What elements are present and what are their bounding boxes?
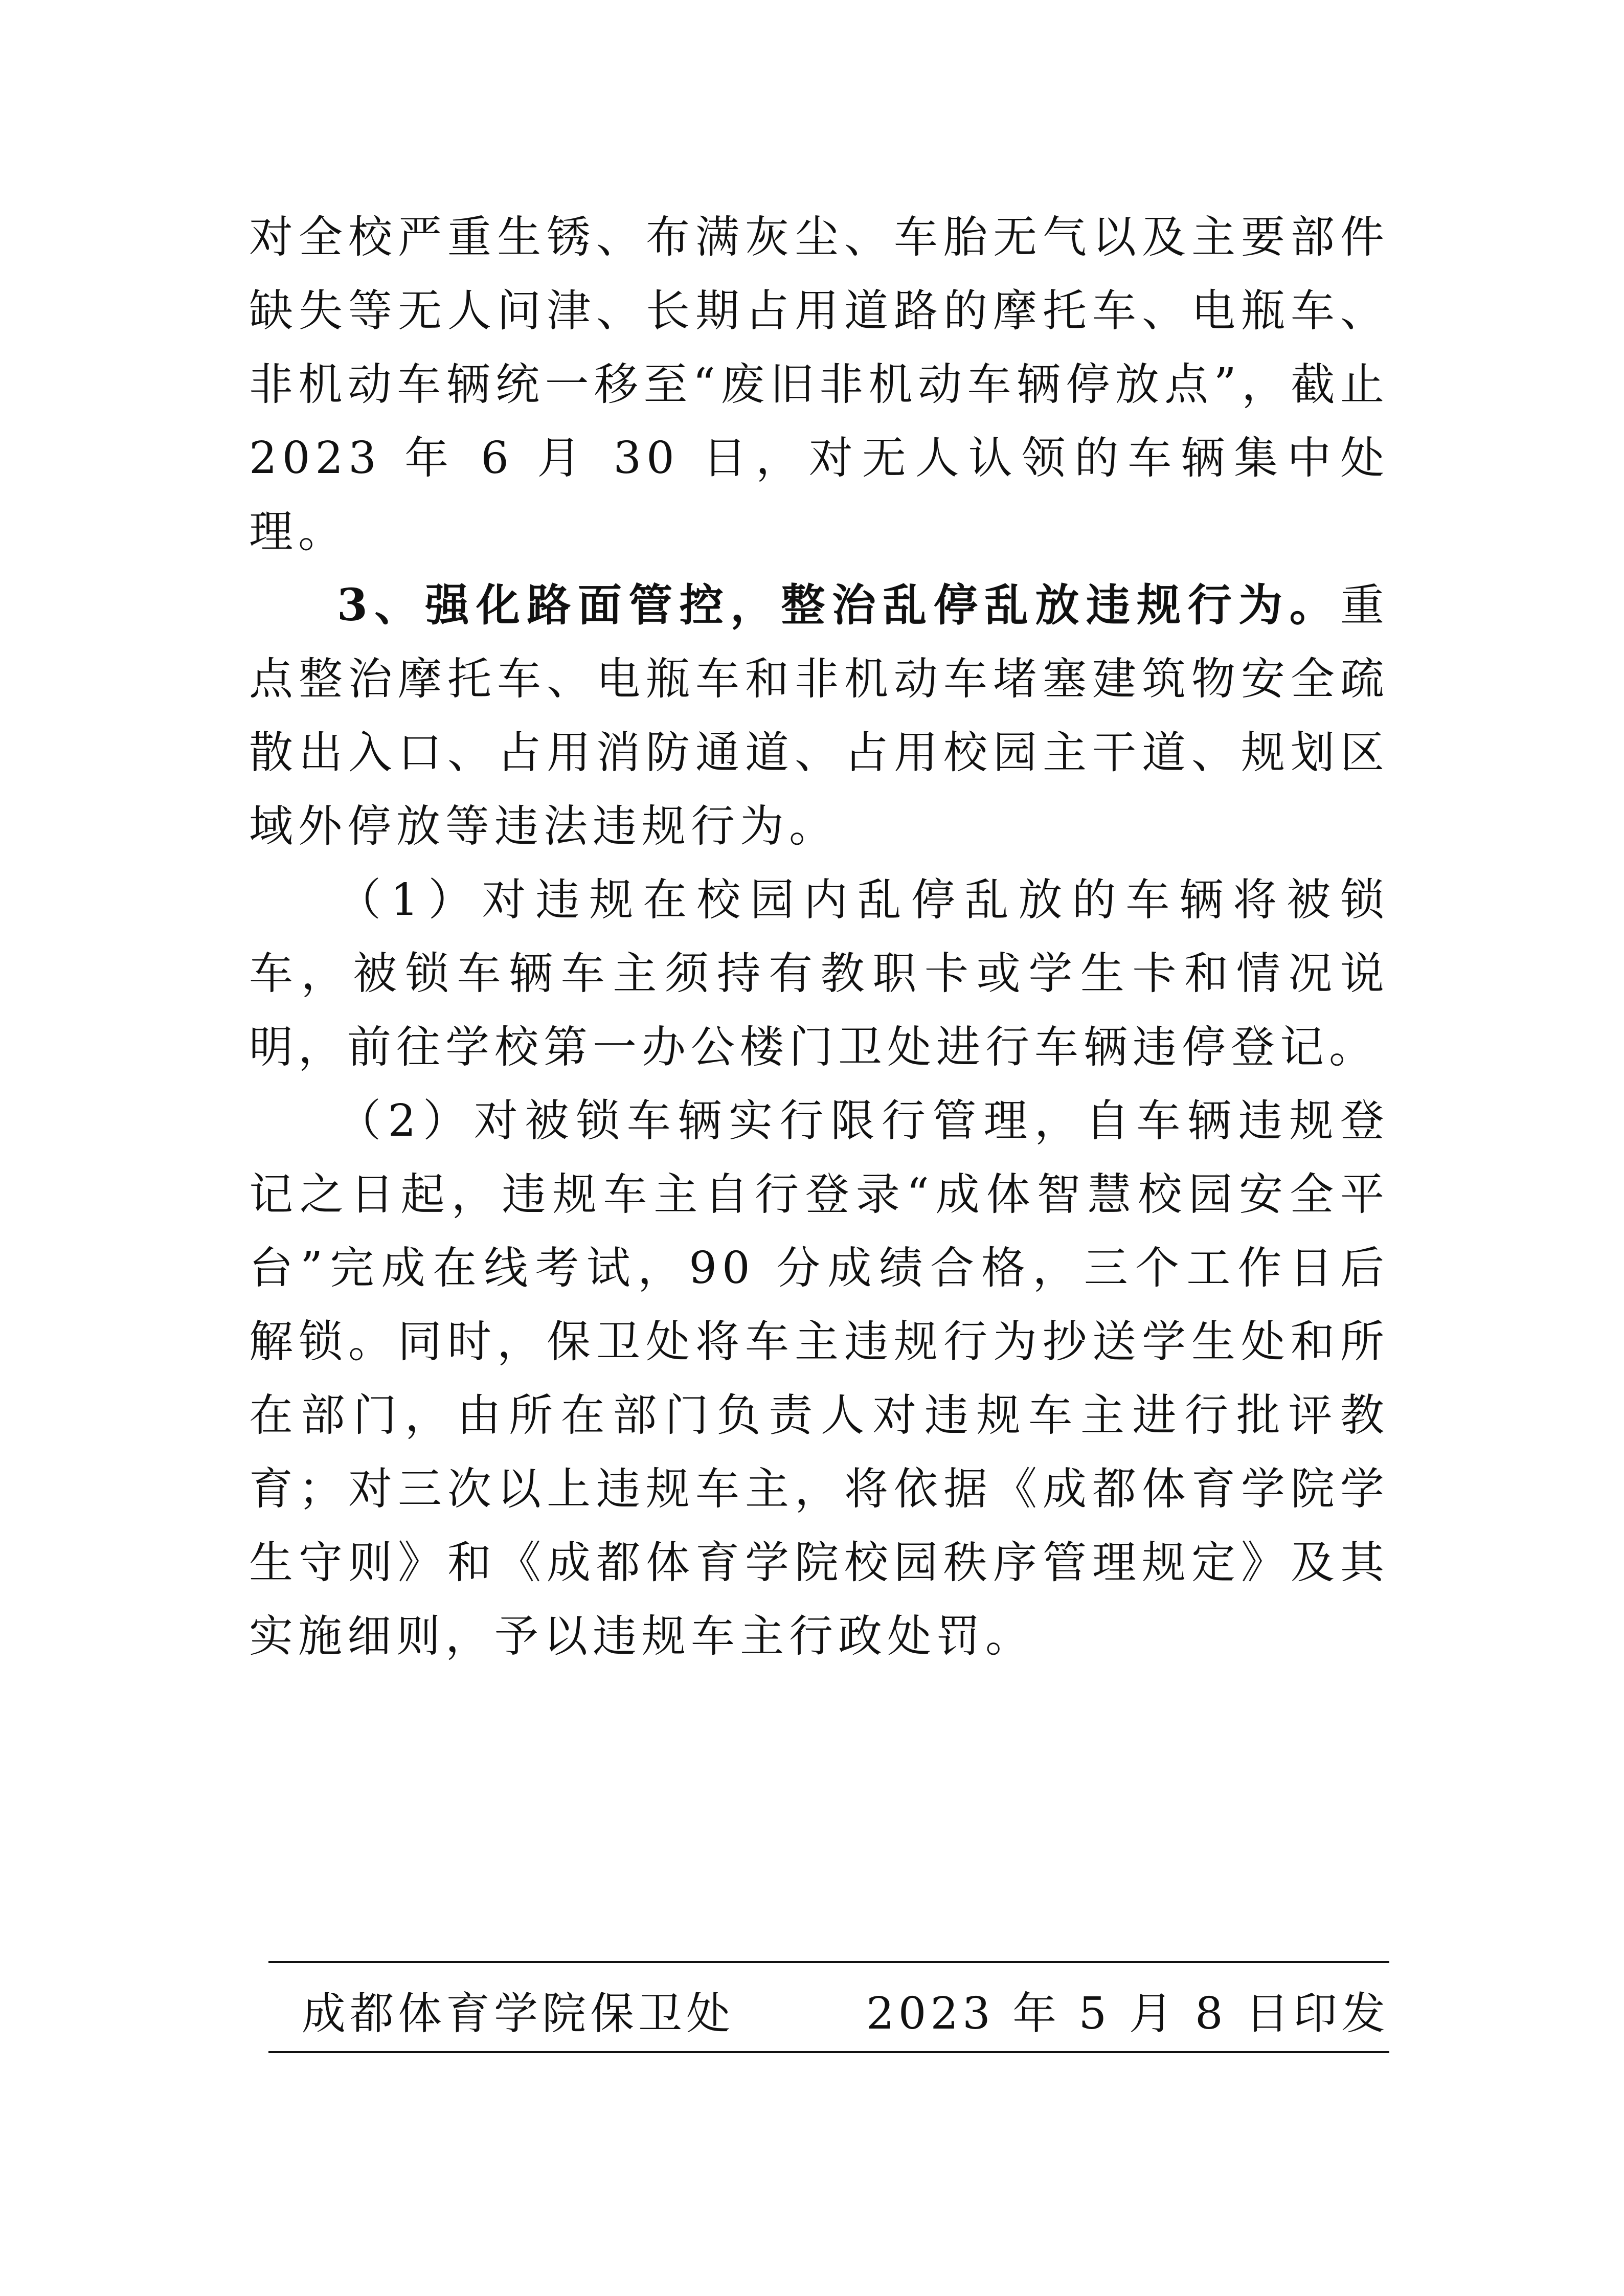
paragraph-text: （1）对违规在校园内乱停乱放的车辆将被锁车，被锁车辆车主须持有教职卡或学生卡和情况说明，前往学校第一办公楼门卫处进行车辆违停登记。 bbox=[249, 874, 1389, 1073]
paragraph-road-control bbox=[249, 569, 1389, 863]
paragraph-text: 对全校严重生锈、布满灰尘、车胎无气以及主要部件缺失等无人问津、长期占用道路的摩托车、电瓶车、非机动车辆统一移至“废旧非机动车辆停放点”，截止 2023 年 6 月 30 日，对无人认领的车辆集中处理。 bbox=[249, 212, 1389, 557]
document-body bbox=[249, 200, 1389, 1673]
paragraph-text: 重点整治摩托车、电瓶车和非机动车堵塞建筑物安全疏散出入口、占用消防通道、占用校园主干道、规划区域外停放等违法违规行为。 bbox=[249, 580, 1389, 852]
footer-bottom-rule bbox=[268, 2051, 1389, 2053]
paragraph-item-1 bbox=[249, 863, 1389, 1084]
section-heading: 3、强化路面管控，整治乱停乱放违规行为。 bbox=[337, 579, 1340, 631]
issue-date: 2023 年 5 月 8 日印发 bbox=[866, 1988, 1389, 2039]
paragraph-item-2 bbox=[249, 1084, 1389, 1673]
footer-top-rule bbox=[268, 1961, 1389, 1963]
issuer-name: 成都体育学院保卫处 bbox=[302, 1988, 734, 2039]
paragraph-vehicle-disposal bbox=[249, 200, 1389, 569]
paragraph-text: （2）对被锁车辆实行限行管理，自车辆违规登记之日起，违规车主自行登录“成体智慧校园安全平台”完成在线考试，90 分成绩合格，三个工作日后解锁。同时，保卫处将车主违规行为抄送学生处和所在部门，由所在部门负责人对违规车主进行批评教育；对三次以上违规车主，将依据《成都体育学院学生守则》和《成都体育学院校园秩序管理规定》及其实施细则，予以违规车主行政处罚。 bbox=[249, 1095, 1389, 1662]
document-footer bbox=[302, 1982, 1389, 2038]
